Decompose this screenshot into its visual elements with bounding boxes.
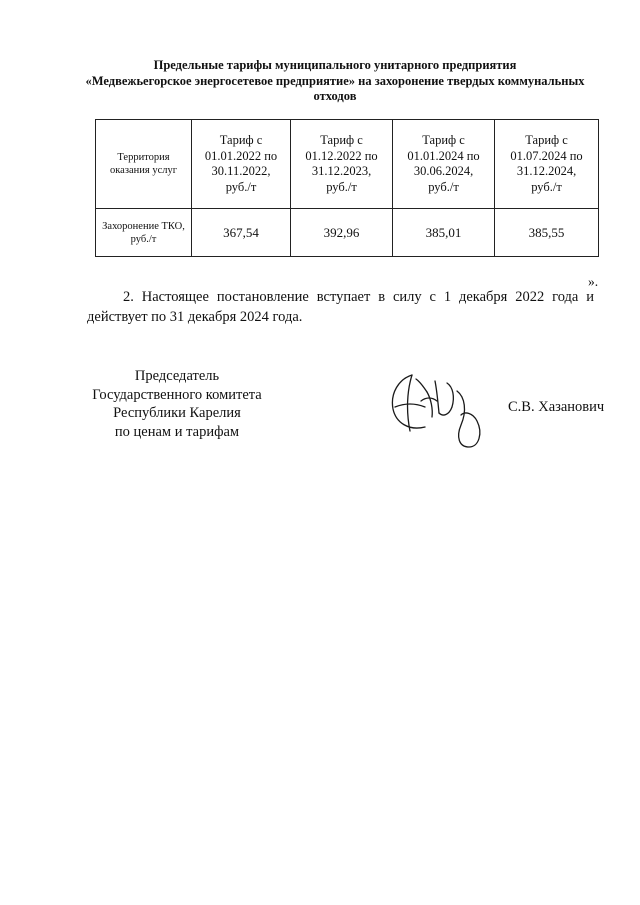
header-line: Тариф с xyxy=(320,133,363,147)
closing-quote: ». xyxy=(588,274,599,289)
signer-name: С.В. Хазанович xyxy=(508,399,605,415)
signer-title-line: по ценам и тарифам xyxy=(114,423,240,440)
header-line: Тариф с xyxy=(525,133,568,147)
header-line: 01.07.2024 по xyxy=(510,148,583,163)
tariff-column-header xyxy=(192,120,291,209)
header-line: руб./т xyxy=(225,179,257,194)
tariff-table xyxy=(95,119,599,257)
header-line: руб./т xyxy=(428,179,459,194)
handwritten-signature xyxy=(385,367,495,452)
header-line: руб./т xyxy=(531,179,562,194)
tariff-column-header xyxy=(291,120,393,209)
document-title xyxy=(70,58,600,105)
paragraph-2: 2. Настоящее постановление вступает в силу с 1 декабря 2022 года и действует по 31 декабря 2024 года. xyxy=(87,289,594,325)
tariff-column-header xyxy=(393,120,495,209)
title-line-1: Предельные тарифы муниципального унитарного предприятия xyxy=(153,58,517,72)
table-header-row xyxy=(96,120,599,209)
header-line: 01.01.2024 по xyxy=(407,148,480,163)
signer-title-line: Председатель xyxy=(134,368,220,384)
signer-title-line: Государственного комитета xyxy=(92,386,262,403)
tariff-value: 385,01 xyxy=(393,209,495,257)
tariff-value: 392,96 xyxy=(291,209,393,257)
header-line: 01.01.2022 по xyxy=(204,148,278,163)
header-line: Тариф с xyxy=(219,133,263,147)
header-line: 01.12.2022 по xyxy=(305,148,378,163)
table-row xyxy=(96,209,599,257)
signer-title-line: Республики Карелия xyxy=(113,405,241,421)
header-line: 31.12.2023, xyxy=(311,164,372,178)
tariff-value: 367,54 xyxy=(192,209,291,257)
header-line: руб./т xyxy=(326,179,357,194)
header-line: 30.06.2024, xyxy=(413,164,474,178)
header-line: 30.11.2022, xyxy=(211,164,271,178)
row-label: Захоронение ТКО, руб./т xyxy=(96,209,192,257)
header-line: Тариф с xyxy=(422,133,465,147)
title-line-3: отходов xyxy=(313,89,357,103)
signer-title xyxy=(62,367,292,441)
title-line-2: «Медвежьегорское энергосетевое предприятие» на захоронение твердых коммунальных xyxy=(85,73,585,88)
header-line: 31.12.2024, xyxy=(516,164,577,178)
tariff-column-header xyxy=(495,120,599,209)
tariff-value: 385,55 xyxy=(495,209,599,257)
territory-header: Территория оказания услуг xyxy=(96,120,192,209)
